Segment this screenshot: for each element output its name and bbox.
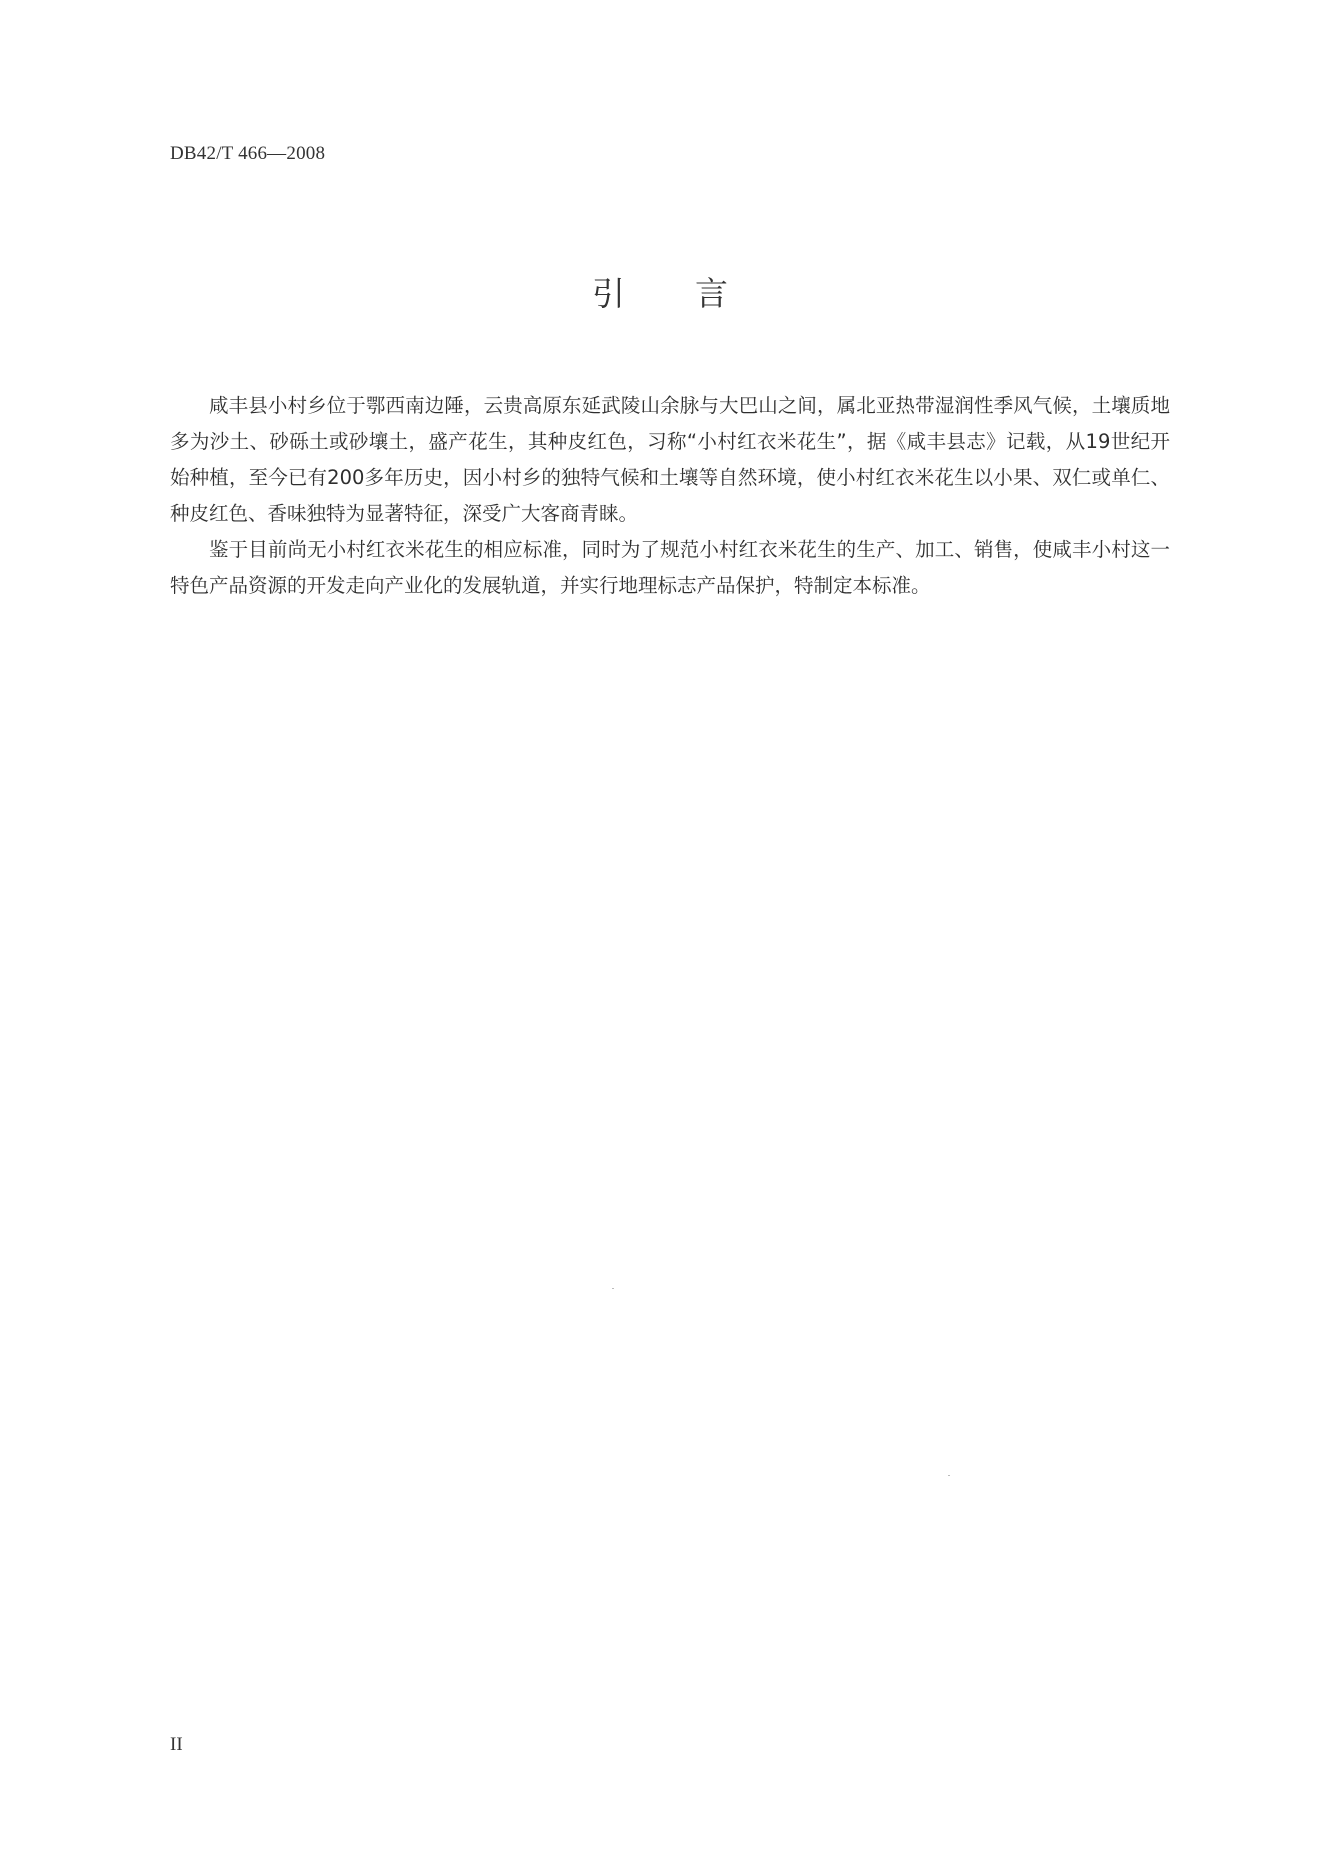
document-code: DB42/T 466—2008 [170,143,326,164]
body-text [170,388,1170,604]
paragraph-1: 咸丰县小村乡位于鄂西南边陲，云贵高原东延武陵山余脉与大巴山之间，属北亚热带湿润性季风气候，土壤质地多为沙土、砂砾土或砂壤土，盛产花生，其种皮红色，习称“小村红衣米花生”，据《咸丰县志》记载，从19世纪开始种植，至今已有200多年历史，因小村乡的独特气候和土壤等自然环境，使小村红衣米花生以小果、双仁或单仁、种皮红色、香味独特为显著特征，深受广大客商青睐。 [170,394,1170,525]
scan-speck [948,1475,950,1476]
page-number: II [170,1734,183,1755]
section-title: 引言 [592,274,798,313]
paragraph-2: 鉴于目前尚无小村红衣米花生的相应标准，同时为了规范小村红衣米花生的生产、加工、销售，使咸丰小村这一特色产品资源的开发走向产业化的发展轨道，并实行地理标志产品保护，特制定本标准。 [170,538,1170,597]
scan-speck [612,1288,614,1289]
